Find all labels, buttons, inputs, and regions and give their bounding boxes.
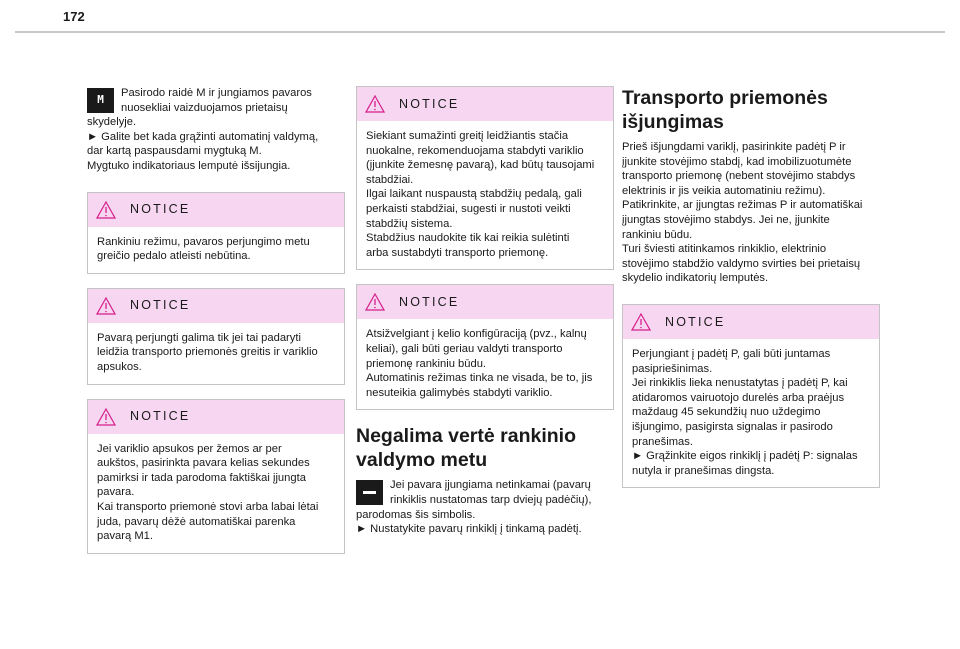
notice-header: [357, 285, 613, 319]
text-line: juda, pavarų dėžė automatiškai parenka: [97, 515, 296, 528]
column-2: [356, 86, 614, 537]
text-line: perkaisti stabdžiai, sugesti ir nustoti veikti: [366, 202, 571, 215]
manual-gear-icon: M: [87, 88, 114, 113]
text-line: atidaromos vairuotojo durelės arba praėjus: [632, 391, 845, 404]
notice-box: [622, 304, 880, 488]
notice-box: [87, 192, 345, 274]
text-line: greičio pedalo atleisti nebūtina.: [97, 250, 251, 263]
text-line: Kai transporto priemonė stovi arba labai lėtai: [97, 500, 319, 513]
text-line: Jei pavara įjungiama netinkamai (pavarų: [390, 479, 591, 492]
text-line: rankiniu būdu.: [622, 228, 693, 241]
text-line: aukštos, pasirinkta pavara kelias sekundes: [97, 457, 310, 470]
notice-body: [88, 323, 344, 384]
notice-box: [356, 284, 614, 410]
notice-header: [88, 289, 344, 323]
notice-body: [88, 227, 344, 273]
text-line: Atsižvelgiant į kelio konfigūraciją (pvz., kalnų: [366, 328, 587, 341]
notice-header: [88, 193, 344, 227]
text-line: nesuteikia galimybės stabdyti variklio.: [366, 386, 553, 399]
text-line: rinkiklis nustatomas tarp dviejų padėčių),: [390, 493, 592, 506]
column-3: [622, 86, 880, 502]
text-line: Patikrinkite, ar įjungtas režimas P ir automatiškai: [622, 199, 863, 212]
heading-line: Negalima vertė rankinio: [356, 425, 577, 448]
text-line: Turi šviesti atitinkamos rinkiklio, elektrinio: [622, 243, 827, 256]
text-line: dar kartą paspausdami mygtuką M.: [87, 145, 262, 158]
text-line: pranešimas.: [632, 435, 693, 448]
text-line: pavarą M1.: [97, 530, 153, 543]
notice-header: [623, 305, 879, 339]
heading-line: valdymo metu: [356, 449, 488, 472]
notice-title: NOTICE: [130, 409, 191, 424]
text-line: priemonę rankiniu būdu.: [366, 357, 487, 370]
text-line: Ilgai laikant nuspaustą stabdžių pedalą, gali: [366, 188, 582, 201]
text-line: keliai), gali būti geriau valdyti transporto: [366, 342, 563, 355]
notice-title: NOTICE: [399, 96, 460, 111]
notice-title: NOTICE: [665, 314, 726, 329]
column-1: [87, 86, 345, 568]
text-line: arba sustabdyti transporto priemonę.: [366, 246, 549, 259]
text-line: Pasirodo raidė M ir jungiamos pavaros: [121, 87, 312, 99]
notice-body: [357, 121, 613, 269]
text-line: Jei rinkiklis lieka nenustatytas į padėtį P, kai: [632, 377, 848, 390]
header-rule: [15, 31, 945, 33]
switch-off-text: [622, 140, 880, 286]
section-heading: [622, 86, 880, 134]
text-line: pamirksi ir tada parodoma faktiškai įjungta: [97, 471, 306, 484]
page-number: 172: [63, 9, 85, 24]
text-line: ► Nustatykite pavarų rinkiklį į tinkamą padėtį.: [356, 523, 582, 536]
text-line: Prieš išjungdami variklį, pasirinkite padėtį P ir: [622, 141, 846, 153]
text-line: stabdžiai.: [366, 173, 414, 186]
warning-icon: [631, 313, 651, 331]
text-line: Stabdžius naudokite tik kai reikia sulėtinti: [366, 232, 570, 245]
section-heading: [356, 424, 614, 472]
warning-icon: [96, 201, 116, 219]
notice-box: [356, 86, 614, 270]
text-line: Rankiniu režimu, pavaros perjungimo metu: [97, 235, 310, 248]
text-line: ► Galite bet kada grąžinti automatinį valdymą,: [87, 130, 319, 143]
notice-body: [623, 339, 879, 487]
text-line: elektrinis ir jis veikia automatiniu režimu).: [622, 184, 826, 197]
notice-header: [357, 87, 613, 121]
warning-icon: [365, 293, 385, 311]
text-line: Perjungiant į padėtį P, gali būti juntamas: [632, 347, 831, 360]
text-line: Jei variklio apsukos per žemos ar per: [97, 442, 282, 455]
text-line: Automatinis režimas tinka ne visada, be to, jis: [366, 372, 593, 385]
text-line: nuosekliai vaizduojamos prietaisų: [121, 101, 288, 114]
notice-box: [87, 399, 345, 554]
text-line: Siekiant sumažinti greitį leidžiantis stačia: [366, 130, 569, 142]
text-line: ► Grąžinkite eigos rinkiklį į padėtį P: signalas: [632, 450, 858, 463]
notice-body: [357, 319, 613, 409]
text-line: pavara.: [97, 486, 135, 499]
text-line: skydelyje.: [87, 116, 137, 129]
text-line: nuokalne, rekomenduojama stabdyti variklio: [366, 144, 584, 157]
invalid-value-text: [356, 478, 614, 536]
text-line: stovėjimo stabdžio valdymo svirties bei prietaisų: [622, 257, 861, 270]
text-line: transporto priemonę (nebent stovėjimo stabdys: [622, 170, 856, 183]
notice-title: NOTICE: [399, 295, 460, 310]
notice-body: [88, 434, 344, 553]
notice-box: [87, 288, 345, 385]
text-line: parodomas šis simbolis.: [356, 508, 476, 521]
text-line: pasipriešinimas.: [632, 362, 713, 375]
text-line: išjungimo, pasigirsta signalas ir pasirodo: [632, 420, 833, 433]
text-line: Pavarą perjungti galima tik jei tai padaryti: [97, 331, 301, 344]
text-line: leidžia transporto priemonės greitis ir variklio: [97, 346, 318, 359]
text-line: skydelio indikatorių lemputės.: [622, 272, 769, 285]
text-line: (įjunkite žemesnę pavarą), kad būtų tausojami: [366, 159, 595, 172]
text-line: Mygtuko indikatoriaus lemputė išsijungia.: [87, 159, 291, 172]
text-line: nutyla ir pranešimas dingsta.: [632, 464, 775, 477]
heading-line: išjungimas: [622, 111, 724, 133]
manual-mode-intro: [87, 86, 345, 174]
invalid-value-icon: [356, 480, 383, 505]
warning-icon: [96, 297, 116, 315]
notice-header: [88, 400, 344, 434]
warning-icon: [365, 95, 385, 113]
text-line: stabdžių sistema.: [366, 217, 453, 230]
text-line: įjungtas stovėjimo stabdys. Jei ne, įjunkite: [622, 213, 830, 226]
notice-title: NOTICE: [130, 298, 191, 313]
notice-title: NOTICE: [130, 202, 191, 217]
heading-line: Transporto priemonės: [622, 87, 828, 109]
warning-icon: [96, 408, 116, 426]
text-line: įjunkite stovėjimo stabdį, kad imobilizuotumėte: [622, 155, 852, 168]
text-line: apsukos.: [97, 360, 142, 373]
text-line: maždaug 45 sekundžių nuo uždegimo: [632, 406, 821, 419]
